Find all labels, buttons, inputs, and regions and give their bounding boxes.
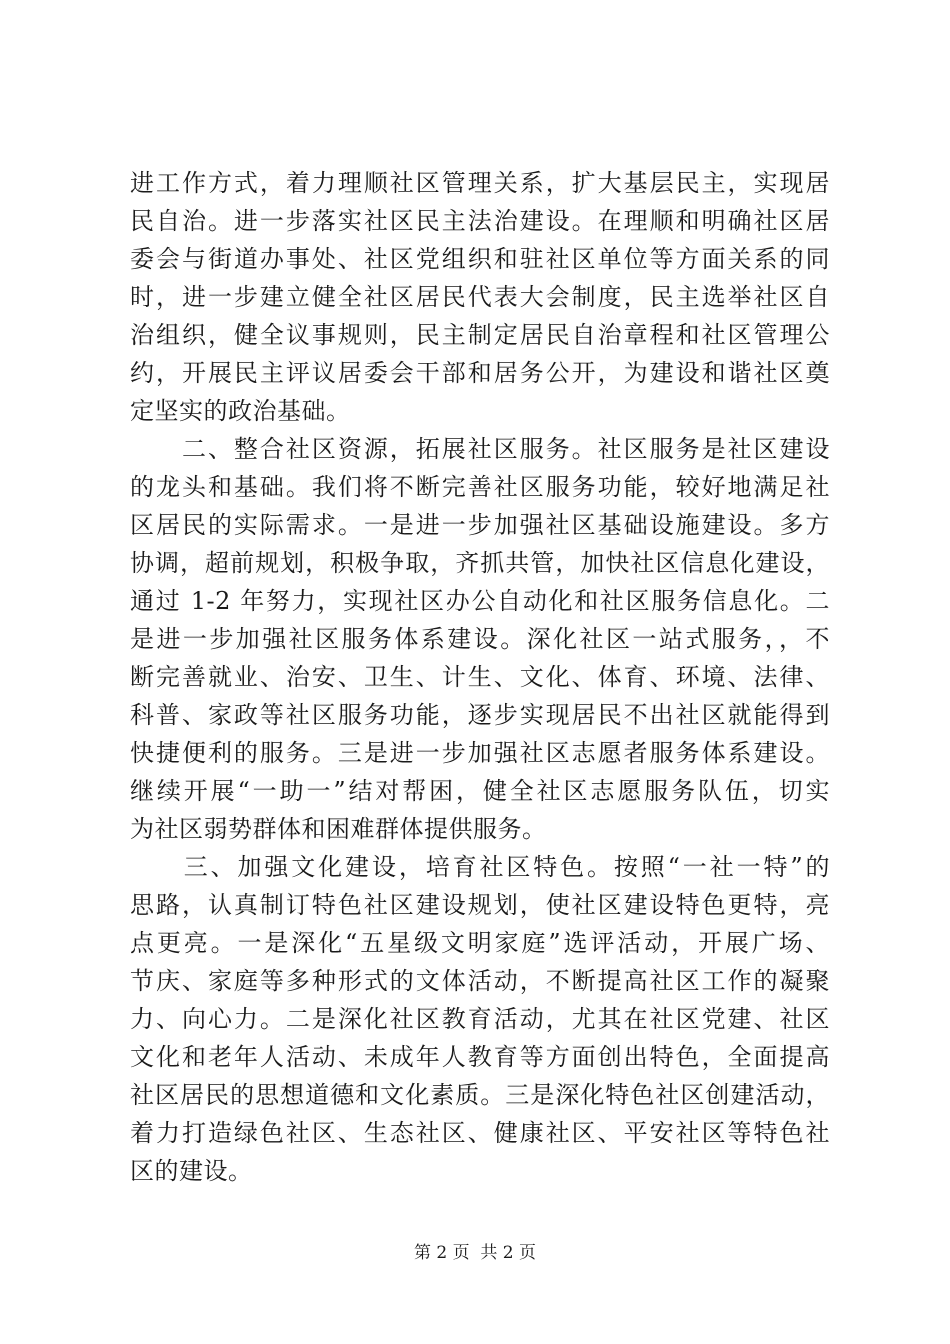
text-line: 文化和老年人活动、未成年人教育等方面创出特色，全面提高: [130, 1043, 830, 1071]
text-line: 通过 1-2 年努力，实现社区办公自动化和社区服务信息化。二: [130, 587, 830, 615]
text-line: 约，开展民主评议居委会干部和居务公开，为建设和谐社区奠: [130, 359, 830, 387]
text-line: 协调，超前规划，积极争取，齐抓共管，加快社区信息化建设，: [130, 549, 830, 577]
text-line: 力、向心力。二是深化社区教育活动，尤其在社区党建、社区: [130, 1005, 830, 1033]
text-line: 继续开展“一助一”结对帮困，健全社区志愿服务队伍，切实: [130, 777, 830, 805]
text-line: 快捷便利的服务。三是进一步加强社区志愿者服务体系建设。: [130, 739, 830, 767]
text-line: 区的建设。: [130, 1157, 253, 1185]
page-number-footer: 第 2 页 共 2 页: [413, 1243, 537, 1263]
text-line: 思路，认真制订特色社区建设规划，使社区建设特色更特，亮: [130, 891, 830, 919]
text-line: 是进一步加强社区服务体系建设。深化社区一站式服务，，不: [130, 625, 830, 653]
text-line: 区居民的实际需求。一是进一步加强社区基础设施建设。多方: [130, 511, 830, 539]
text-line: 三、加强文化建设，培育社区特色。按照“一社一特”的: [130, 853, 830, 881]
text-line: 社区居民的思想道德和文化素质。三是深化特色社区创建活动，: [130, 1081, 830, 1109]
document-body: [130, 164, 830, 1190]
text-line: 节庆、家庭等多种形式的文体活动，不断提高社区工作的凝聚: [130, 967, 830, 995]
text-line: 为社区弱势群体和困难群体提供服务。: [130, 815, 547, 843]
text-line: 的龙头和基础。我们将不断完善社区服务功能，较好地满足社: [130, 473, 830, 501]
text-line: 治组织，健全议事规则，民主制定居民自治章程和社区管理公: [130, 321, 830, 349]
text-line: 着力打造绿色社区、生态社区、健康社区、平安社区等特色社: [130, 1119, 830, 1147]
text-line: 定坚实的政治基础。: [130, 397, 351, 425]
text-line: 二、整合社区资源，拓展社区服务。社区服务是社区建设: [130, 435, 830, 463]
text-line: 进工作方式，着力理顺社区管理关系，扩大基层民主，实现居: [130, 169, 830, 197]
text-line: 点更亮。一是深化“五星级文明家庭”选评活动，开展广场、: [130, 929, 830, 957]
text-line: 时，进一步建立健全社区居民代表大会制度，民主选举社区自: [130, 283, 830, 311]
text-line: 断完善就业、治安、卫生、计生、文化、体育、环境、法律、: [130, 663, 830, 691]
text-line: 科普、家政等社区服务功能，逐步实现居民不出社区就能得到: [130, 701, 830, 729]
text-line: 委会与街道办事处、社区党组织和驻社区单位等方面关系的同: [130, 245, 830, 273]
text-line: 民自治。进一步落实社区民主法治建设。在理顺和明确社区居: [130, 207, 830, 235]
